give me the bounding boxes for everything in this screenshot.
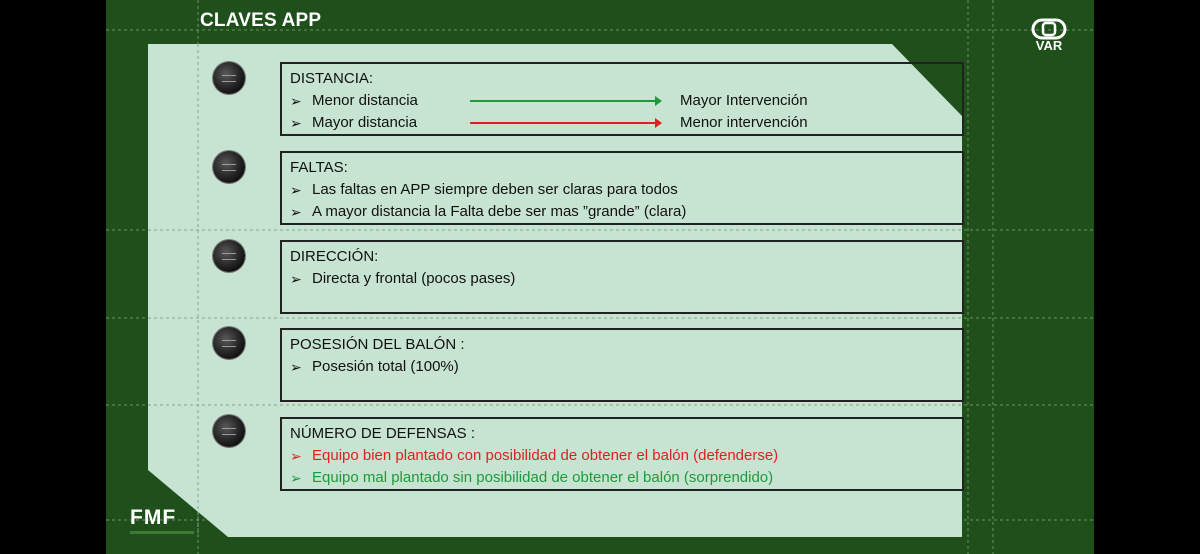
bullet-text: Posesión total (100%) (312, 358, 459, 375)
soccer-ball-icon (213, 151, 245, 183)
bullet-arrow-icon: ➢ (290, 115, 302, 131)
bullet-arrow-icon: ➢ (290, 271, 302, 287)
bullet-text: Equipo mal plantado sin posibilidad de obtener el balón (sorprendido) (312, 469, 774, 486)
soccer-ball-icon (213, 415, 245, 447)
list-item (290, 201, 954, 223)
section-faltas (280, 151, 964, 225)
bullet-text: Directa y frontal (pocos pases) (312, 270, 516, 287)
bullet-result: Mayor Intervención (680, 92, 808, 109)
bullet-arrow-icon: ➢ (290, 182, 302, 198)
fmf-logo: FMF (130, 506, 177, 529)
bullet-arrow-icon: ➢ (290, 448, 302, 464)
section-heading: NÚMERO DE DEFENSAS : (290, 425, 476, 442)
section-heading: DIRECCIÓN: (290, 248, 379, 265)
section-posesion (280, 328, 964, 402)
bullet-result: Menor intervención (680, 114, 808, 131)
list-item (290, 112, 954, 134)
bullet-text: Mayor distancia (312, 114, 418, 131)
list-item (290, 90, 954, 112)
slide-title: CLAVES APP (200, 10, 322, 31)
section-distancia (280, 62, 964, 136)
var-logo-text: VAR (1035, 38, 1063, 53)
list-item (290, 467, 954, 489)
presentation-slide (106, 0, 1094, 554)
green-arrow-icon (470, 100, 656, 102)
bullet-text: Menor distancia (312, 92, 418, 109)
bullet-arrow-icon: ➢ (290, 204, 302, 220)
list-item (290, 268, 954, 290)
bullet-text: Equipo bien plantado con posibilidad de obtener el balón (defenderse) (312, 447, 779, 464)
list-item (290, 445, 954, 467)
fmf-logo-underline (130, 531, 194, 534)
soccer-ball-icon (213, 240, 245, 272)
bullet-arrow-icon: ➢ (290, 470, 302, 486)
red-arrow-icon (470, 122, 656, 124)
section-heading: POSESIÓN DEL BALÓN : (290, 336, 465, 353)
bullet-arrow-icon: ➢ (290, 93, 302, 109)
bullet-arrow-icon: ➢ (290, 359, 302, 375)
section-direccion (280, 240, 964, 314)
list-item (290, 356, 954, 378)
bullet-text: Las faltas en APP siempre deben ser claras para todos (312, 181, 678, 198)
soccer-ball-icon (213, 327, 245, 359)
section-heading: FALTAS: (290, 159, 348, 176)
section-heading: DISTANCIA: (290, 70, 374, 87)
soccer-ball-icon (213, 62, 245, 94)
list-item (290, 179, 954, 201)
section-numero-defensas (280, 417, 964, 491)
bullet-text: A mayor distancia la Falta debe ser mas ”grande” (clara) (312, 203, 687, 220)
